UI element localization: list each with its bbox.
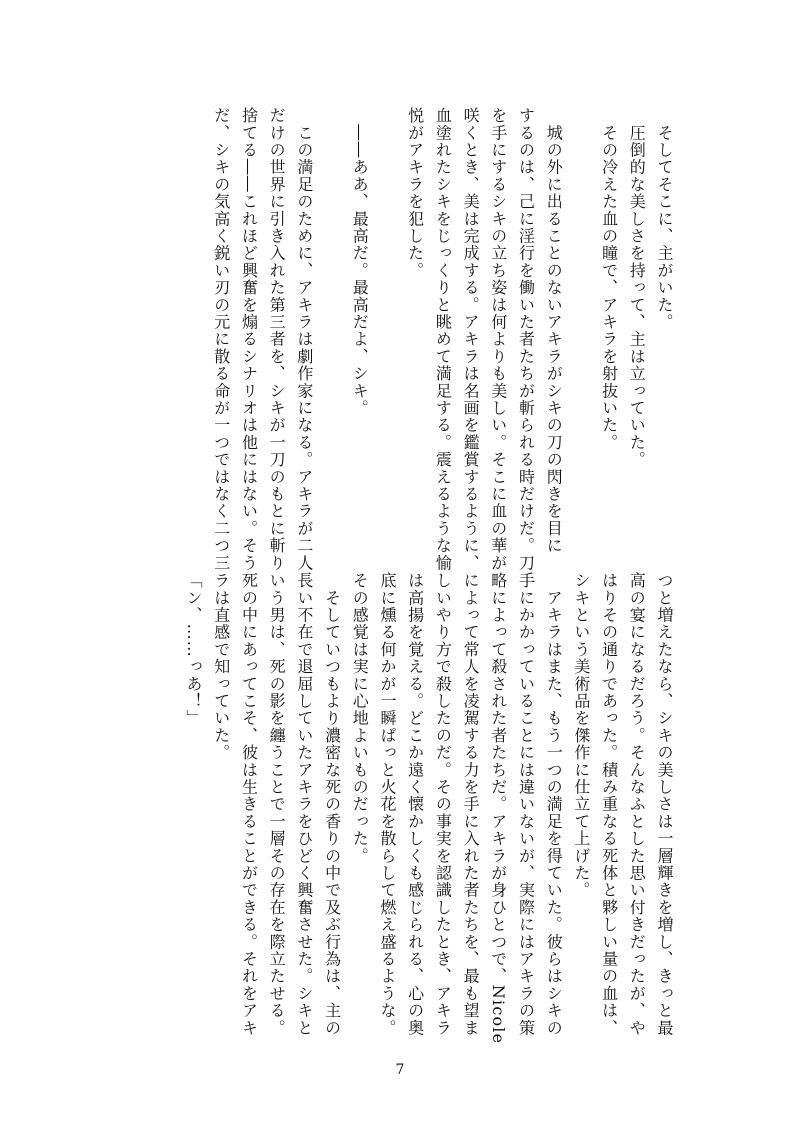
text-line: 咲くとき、美は完成する。アキラは名画を鑑賞するように、 [461,107,481,572]
text-line: そしてそこに、主がいた。 [655,107,674,331]
text-line: はりその通りであった。積み重なる死体と夥しい量の血は、 [599,572,619,1037]
text-line: いう男は、死の影を纏うことで一層その存在を際立たせる。 [267,572,287,1037]
text-line: 高の宴になるだろう。そんなふとした思い付きだったが、や [627,572,647,1037]
text-line: を手にするシキの立ち姿は何よりも美しい。そこに血の華が [488,107,508,572]
text-line: 略によって殺された者たちだ。アキラが身ひとつで、Nicole [488,572,508,1045]
text-line: 血塗れたシキをじっくりと眺めて満足する。震えるような愉 [433,107,453,572]
blank-line [318,107,346,547]
upper-text-block [123,107,678,572]
page-number: 7 [395,1062,405,1078]
text-line: 「ン、……っあ！」 [184,572,204,727]
text-line: 長い不在で退屈していたアキラをひどく興奮させた。シキと [294,572,314,1037]
text-line: そしていつもより濃密な死の香りの中で及ぶ行為は、主の [322,572,342,1037]
text-line: その感覚は実に心地よいものだった。 [350,572,370,865]
text-line: だけの世界に引き入れた第三者を、シキが一刀のもとに斬り [267,107,287,572]
text-line: 手にかかっていることには違いないが、実際にはアキラの策 [516,572,536,1037]
text-line: ――ああ、最高だ。最高だよ、シキ。 [350,107,370,417]
text-line: シキという美術品を傑作に仕立て上げた。 [571,572,591,899]
text-line: 悦がアキラを犯した。 [405,107,425,279]
text-line: その冷えた血の瞳で、アキラを射抜いた。 [599,107,619,451]
text-line: ラは直感で知っていた。 [211,572,231,762]
text-line: アキラはまた、もう一つの満足を得ていた。彼らはシキの [544,572,564,1037]
text-line: この満足のために、アキラは劇作家になる。アキラが二人 [294,107,314,572]
text-line: 底に燻る何かが一瞬ぱっと火花を散らして燃え盛るような。 [377,572,397,1037]
text-line: 捨てる――これほど興奮を煽るシナリオは他にはない。そう [239,107,259,572]
text-line: 圧倒的な美しさを持って、主は立っていた。 [627,107,647,469]
text-line: 死の中にあってこそ、彼は生きることができる。それをアキ [239,572,259,1037]
text-line: だ、シキの気高く鋭い刃の元に散る命が一つではなく二つ三 [211,107,231,572]
blank-line [373,107,401,547]
text-line: 城の外に出ることのないアキラがシキの刀の閃きを目に [544,107,564,555]
blank-line [567,107,595,547]
lower-text-block [123,572,678,1045]
text-line: しいやり方で殺したのだ。その事実を認識したとき、アキラ [433,572,453,1037]
text-line: によって常人を凌駕する力を手に入れた者たちを、最も望ま [461,572,481,1037]
text-line: するのは、己に淫行を働いた者たちが斬られる時だけだ。刀 [516,107,536,572]
text-line: つと増えたなら、シキの美しさは一層輝きを増し、きっと最 [655,572,674,1037]
text-line: は高揚を覚える。どこか遠く懐かしくも感じられる、心の奥 [405,572,425,1037]
